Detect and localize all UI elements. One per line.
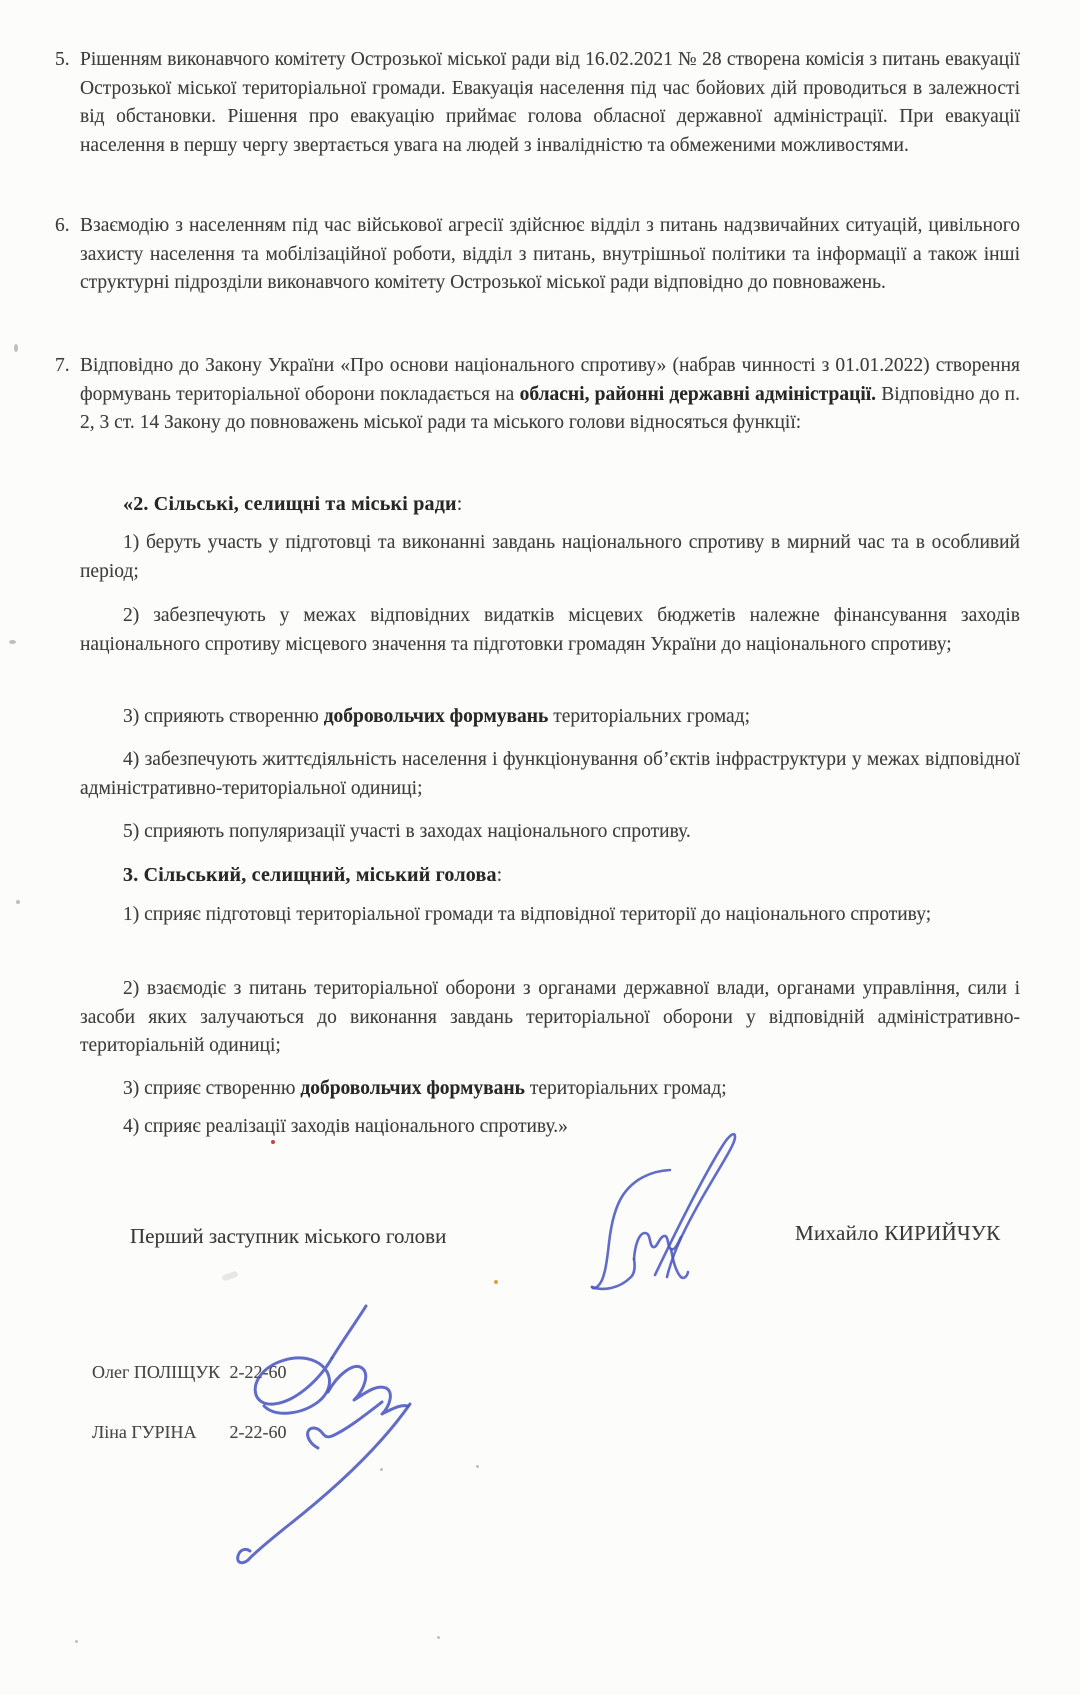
paragraph-number: 5. xyxy=(55,49,70,70)
quote-section2-item-1: 1) беруть участь у підготовці та виконанні завдань національного спротиву в мирний час та в особливий період; xyxy=(80,532,1020,582)
quote-section3-heading: 3. Сільський, селищний, міський голова: xyxy=(123,864,503,886)
scan-speck xyxy=(16,900,20,904)
scan-speck xyxy=(9,640,16,644)
quote-section2-heading: «2. Сільські, селищні та міські ради: xyxy=(123,493,463,515)
quote-section3-item-4: 4) сприяє реалізації заходів національного спротиву.» xyxy=(123,1116,568,1137)
quote-section3-item-3: 3) сприяє створенню добровольчих формувань територіальних громад; xyxy=(123,1078,727,1099)
signature-ink-executor xyxy=(215,1200,425,1580)
scan-speck xyxy=(75,1640,78,1643)
executor-phone: 2-22-60 xyxy=(229,1422,287,1442)
signoff-position-title: Перший заступник міського голови xyxy=(130,1224,447,1248)
quote-section2-item-2: 2) забезпечують у межах відповідних видатків місцевих бюджетів належне фінансування заходів національного спротиву місцевого значення та підготовки громадян України до національного спротиву; xyxy=(80,605,1020,655)
executor-phone: 2-22-60 xyxy=(229,1362,287,1382)
executor-name: Ліна ГУРІНА xyxy=(92,1422,197,1442)
executor-name: Олег ПОЛІЩУК xyxy=(92,1362,221,1382)
scan-speck xyxy=(380,1468,383,1471)
executor-row xyxy=(92,1362,287,1383)
paragraph-6 xyxy=(55,212,1020,298)
scan-speck xyxy=(476,1465,479,1468)
quote-section3-item-1: 1) сприяє підготовці територіальної громади та відповідної території до національного спротиву; xyxy=(123,904,932,925)
paragraph-number: 6. xyxy=(55,215,70,236)
quote-section3-item-2: 2) взаємодіє з питань територіальної оборони з органами державної влади, органами управління, сили і засоби яких залучаються до виконання завдань територіальної оборони у відповідній адміністративно-територіальній одиниці; xyxy=(80,978,1020,1056)
red-ink-dot xyxy=(271,1140,275,1144)
executor-row xyxy=(92,1422,287,1443)
pencil-smudge xyxy=(221,1270,238,1281)
paragraph-text: Відповідно до Закону України «Про основи національного спротиву» (набрав чинності з 01.01.2022) створення формувань територіальної оборони покладається на обласні, районні державні адміністрації. Відповідно до п. 2, 3 ст. 14 Закону до повноважень міської ради та міського голови відносяться функції: xyxy=(80,355,1020,433)
paragraph-5 xyxy=(55,46,1020,160)
quote-section2-item-3: 3) сприяють створенню добровольчих формувань територіальних громад; xyxy=(123,706,751,727)
scan-speck xyxy=(494,1280,498,1284)
scan-speck xyxy=(437,1636,440,1639)
paragraph-text: Взаємодію з населенням під час військової агресії здійснює відділ з питань надзвичайних ситуацій, цивільного захисту населення та мобілізаційної роботи, відділ з питань, внутрішньої політики та інформації а також інші структурні підрозділи виконавчого комітету Острозької міської ради відповідно до повноважень. xyxy=(80,215,1020,293)
signoff-person-name: Михайло КИРИЙЧУК xyxy=(795,1221,1001,1245)
scan-speck xyxy=(14,344,18,352)
quote-section2-item-5: 5) сприяють популяризації участі в заходах національного спротиву. xyxy=(123,821,691,842)
paragraph-number: 7. xyxy=(55,355,70,376)
quote-section2-item-4: 4) забезпечують життєдіяльність населення і функціонування об’єктів інфраструктури у межах відповідної адміністративно-територіальної одиниці; xyxy=(80,749,1020,799)
paragraph-7 xyxy=(55,352,1020,438)
signature-ink-kyryichuk xyxy=(575,1125,745,1305)
paragraph-text: Рішенням виконавчого комітету Острозької міської ради від 16.02.2021 № 28 створена комісія з питань евакуації Острозької міської територіальної громади. Евакуація населення під час бойових дій проводиться в залежності від обстановки. Рішення про евакуацію приймає голова обласної державної адміністрації. При евакуації населення в першу чергу звертається увага на людей з інвалідністю та обмеженими можливостями. xyxy=(80,49,1020,156)
